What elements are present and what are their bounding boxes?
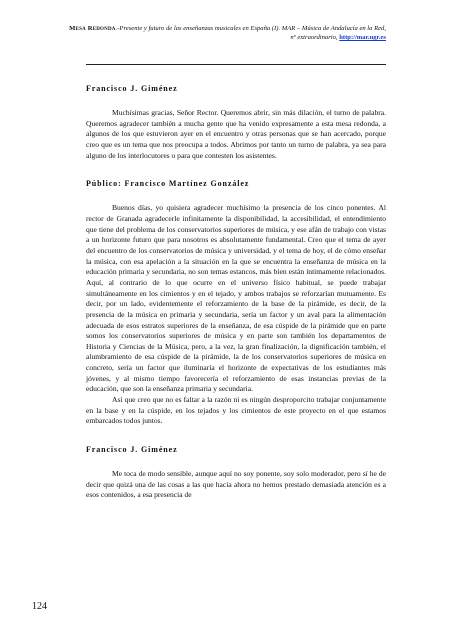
paragraph: Así que creo que no es faltar a la razón ni es ningún desproporcito trabajar conjuntamente en la base y en la cúspide, en los tejados y los cimientos de este proyecto en el que estamos embarcados todos juntos. [86,395,386,426]
speaker-name: Público: Francisco Martínez González [86,179,250,189]
paragraph: Buenos días, yo quisiera agradecer muchísimo la presencia de los cinco ponentes. Al rector de Granada agradecerle infinitamente la disponibilidad, la accesibilidad, el entendimiento que tiene del problema de los conservatorios superiores de música, y ese afán de trabajo con vistas a un horizonte futuro que para nosotros es absolutamente fundamental. Creo que el tema de ayer del encuentro de los conservatorios de música y universidad, y el tema de hoy, el de cómo enseñar la música, con esa apelación a la situación en la que se encuentra la enseñanza de música en la educación primaria y secundaria, no son temas estancos, más bien están íntimamente relacionados. Aquí, al contrario de lo que ocurre en el universo físico habitual, se puede trabajar simultáneamente en los cimientos y en el tejado, y ambos trabajos se reforzarían mutuamente. Es decir, por un lado, evidentemente el reforzamiento de la base de la pirámide, es decir, de la presencia de la música en primaria y secundaria, sería un factor y un aval para la alimentación adecuada de esos estratos superiores de la enseñanza, de esa cúspide de la pirámide que en parte somos los conservatorios superiores de música y en parte son también los departamentos de Historia y Ciencias de la Música, pero, a la vez, la gran finalización, la dignificación también, el alumbramiento de esa cúspide de la pirámide, la de los conservatorios superiores de música en concreto, sería un factor que iluminaría el horizonte de expectativas de los estudiantes más jóvenes, y al mismo tiempo favorecería el reforzamiento de esas instancias previas de la educación, que son la enseñanza primaria y secundaria. [86,203,386,394]
page-number: 124 [32,601,47,612]
header-rule [86,64,386,65]
header-issue: , nº extraordinario, [290,25,386,41]
speaker-name: Francisco J. Giménez [86,445,178,455]
paragraph: Muchísimas gracias, Señor Rector. Queremos abrir, sin más dilación, el turno de palabra. Queremos agradecer también a mucha gente que ha venido expresamente a esta mesa redonda, a algunos de los que estuvieron ayer en el encuentro y otras personas que se han acercado, porque creo que es un tema que nos preocupa a todos. Abrimos por tanto un turno de palabra, ya sea para alguno de los interlocutores o para que contesten los asistentes. [86,108,386,160]
header-section: Mesa Redonda [69,25,116,32]
journal-url-link[interactable]: http://mar.ugr.es [339,34,386,41]
speaker-name: Francisco J. Giménez [86,84,178,93]
header-title: .-Presente y futuro de las enseñanzas musicales en España (I) [115,25,279,32]
transcript-body [86,84,386,501]
header-journal: MAR – Música de Andalucía en la Red [281,25,385,32]
header-separator: . [278,25,282,32]
running-header [66,24,386,42]
paragraph: Me toca de modo sensible, aunque aquí no soy ponente, soy solo moderador, pero sí he de decir que quizá una de las cosas a las que hacía ahora no hemos prestado demasiada atención es a esos contenidos, a esa presencia de [86,469,386,500]
